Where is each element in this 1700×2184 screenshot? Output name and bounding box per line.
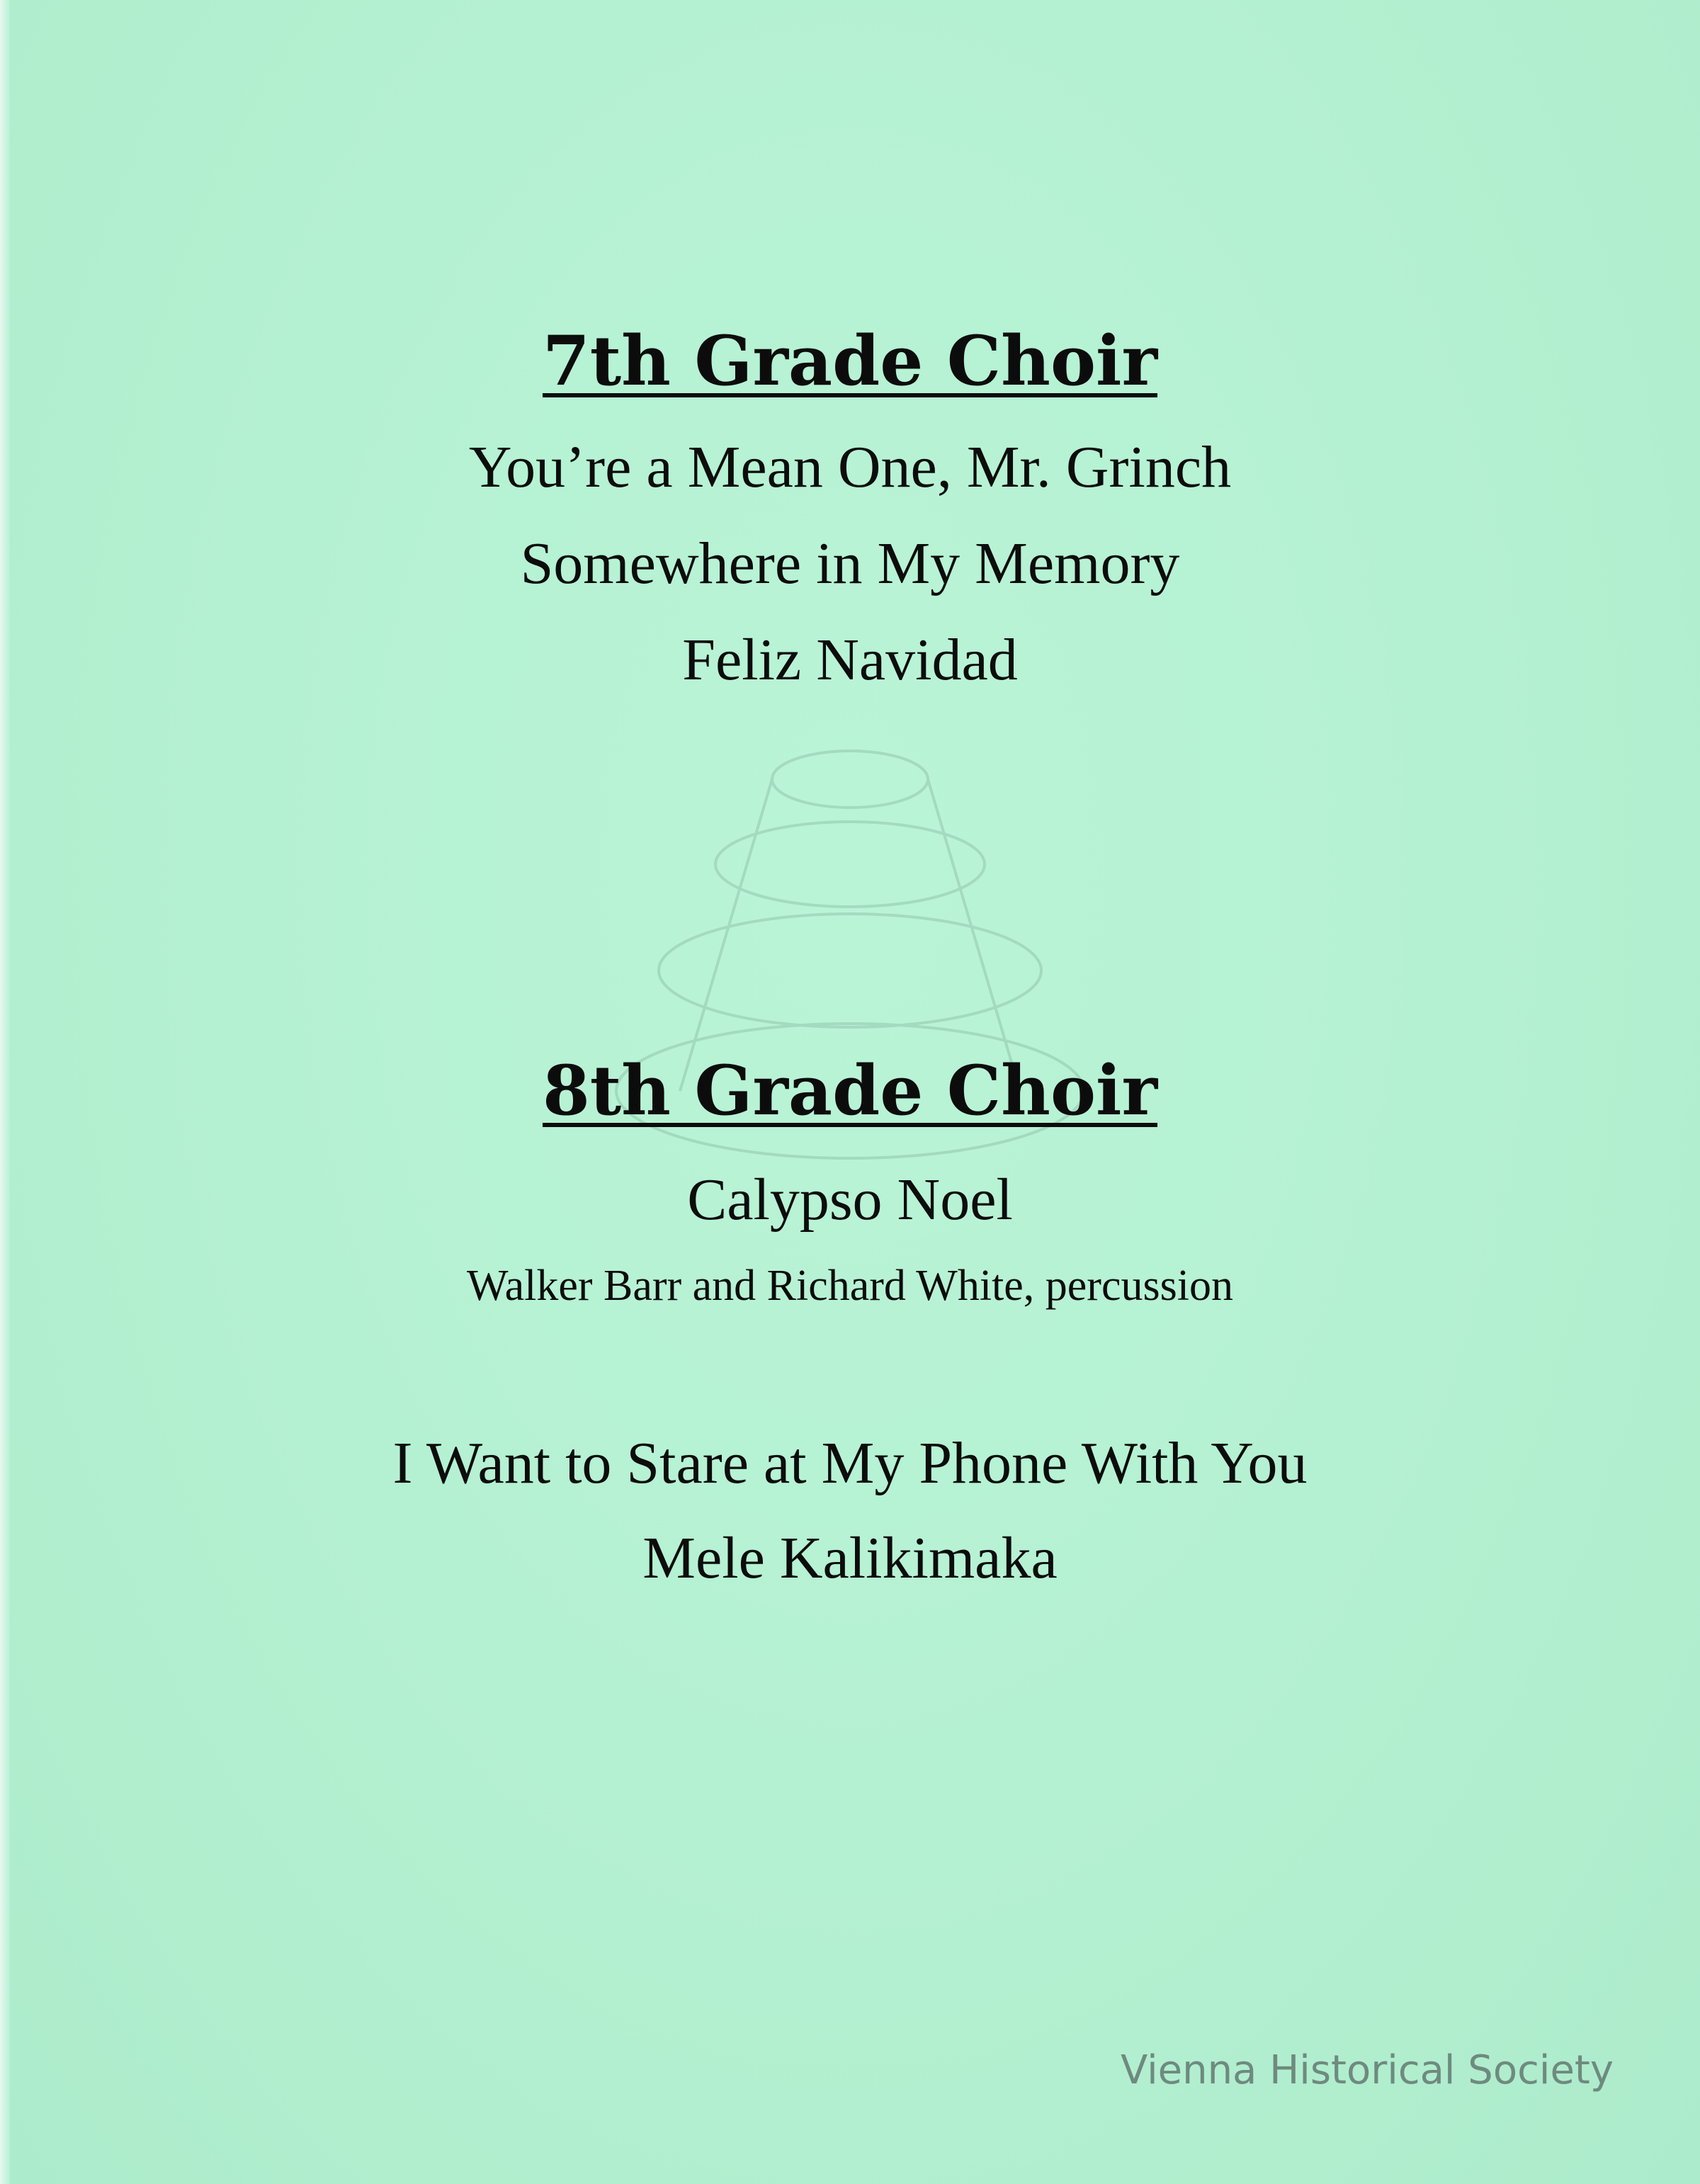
song-title <box>0 627 1700 693</box>
song-title <box>0 1525 1700 1591</box>
watermark: Vienna Historical Society <box>1120 2047 1614 2093</box>
song-title-text: I Want to Stare at My Phone With You <box>392 1430 1308 1496</box>
song-title-text: Somewhere in My Memory <box>520 531 1180 596</box>
seventh-grade-section <box>0 321 1700 401</box>
section-heading: 8th Grade Choir <box>542 1051 1158 1131</box>
song-title-text: Calypso Noel <box>687 1167 1013 1233</box>
performer-credit <box>0 1264 1700 1308</box>
song-title-text: Mele Kalikimaka <box>642 1525 1058 1591</box>
song-title-text: You’re a Mean One, Mr. Grinch <box>468 434 1232 500</box>
song-title <box>0 434 1700 500</box>
performer-credit-text: Walker Barr and Richard White, percussion <box>467 1262 1233 1310</box>
song-title <box>0 1167 1700 1233</box>
song-title <box>0 1430 1700 1496</box>
eighth-grade-section <box>0 1051 1700 1131</box>
song-title-text: Feliz Navidad <box>682 627 1018 693</box>
song-title <box>0 531 1700 596</box>
section-heading: 7th Grade Choir <box>542 321 1158 401</box>
